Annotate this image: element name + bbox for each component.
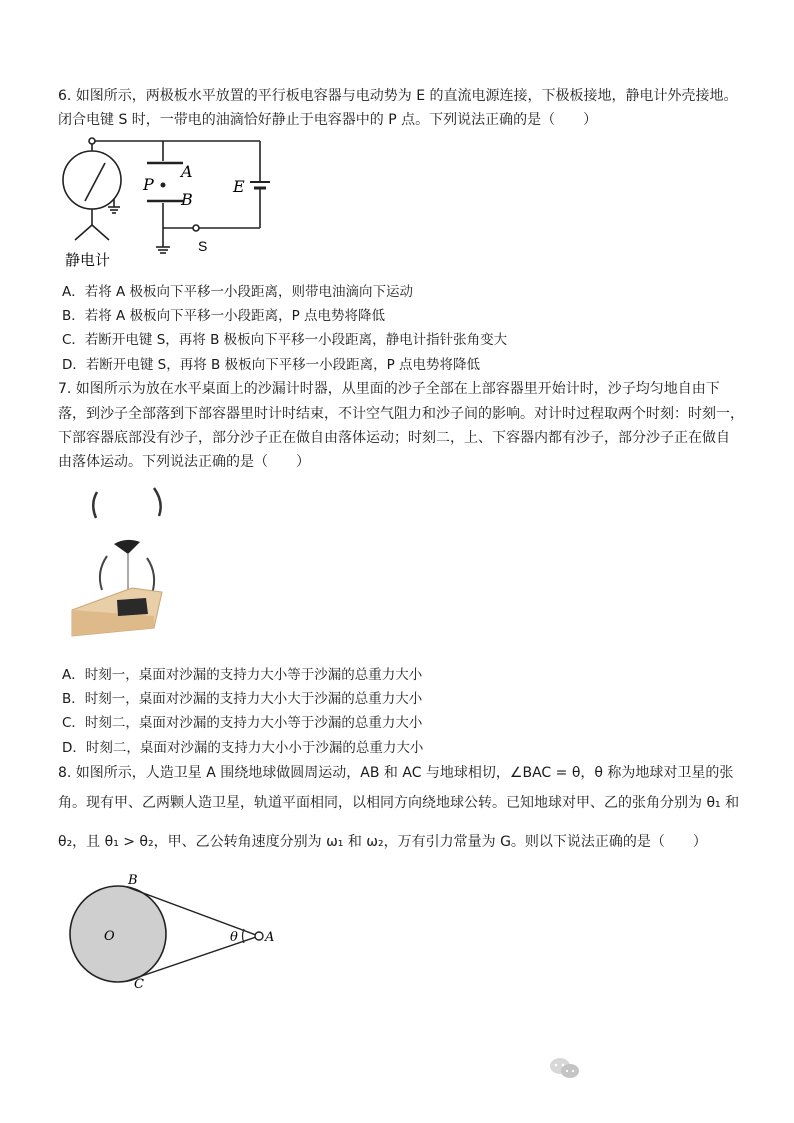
q7-stem-line-3: 下部容器底部没有沙子，部分沙子正在做自由落体运动；时刻二，上、下容器内都有沙子，部分沙子正在做自 xyxy=(58,430,730,446)
q6-option-c: C．若断开电键 S，再将 B 极板向下平移一小段距离，静电计指针张角变大 xyxy=(62,332,508,348)
earth-circle xyxy=(70,886,166,982)
q6-option-b: B．若将 A 极板向下平移一小段距离，P 点电势将降低 xyxy=(62,308,386,324)
electrometer-dial xyxy=(63,151,121,209)
chat-watermark-icon xyxy=(548,1056,584,1080)
label-b: B xyxy=(128,873,138,888)
q7-stem-line-2: 落，到沙子全部落到下部容器里时计时结束，不计空气阻力和沙子间的影响。对计时过程取两个时刻：时刻一， xyxy=(58,406,744,422)
label-b: B xyxy=(181,190,193,209)
label-e: E xyxy=(233,177,245,196)
q6-option-d: D．若断开电键 S，再将 B 极板向下平移一小段距离，P 点电势将降低 xyxy=(62,357,481,373)
q6-circuit-figure xyxy=(55,135,275,270)
label-s: S xyxy=(198,238,208,254)
label-o: O xyxy=(104,929,115,944)
electrometer-caption: 静电计 xyxy=(65,251,111,269)
label-a: A xyxy=(181,162,193,181)
q7-option-c: C．时刻二，桌面对沙漏的支持力大小等于沙漏的总重力大小 xyxy=(62,715,423,731)
q8-stem-line-2: 角。现有甲、乙两颗人造卫星，轨道平面相同，以相同方向绕地球公转。已知地球对甲、乙的张角分别为 θ₁ 和 xyxy=(58,795,740,811)
q7-option-b: B．时刻一，桌面对沙漏的支持力大小大于沙漏的总重力大小 xyxy=(62,691,423,707)
q8-stem-line-1: 8. 如图所示，人造卫星 A 围绕地球做圆周运动，AB 和 AC 与地球相切，∠BAC = θ，θ 称为地球对卫星的张 xyxy=(58,765,734,781)
electrometer-needle xyxy=(85,163,105,201)
q6-stem-line-1: 6. 如图所示，两极板水平放置的平行板电容器与电动势为 E 的直流电源连接，下极板接地，静电计外壳接地。 xyxy=(58,88,738,104)
label-c: C xyxy=(134,977,144,992)
q6-stem-line-2: 闭合电键 S 时，一带电的油滴恰好静止于电容器中的 P 点。下列说法正确的是（ ） xyxy=(58,112,598,128)
oil-drop-p xyxy=(161,183,166,188)
label-p: P xyxy=(143,175,154,194)
q7-stem-line-4: 由落体运动。下列说法正确的是（ ） xyxy=(58,454,310,470)
satellite-a xyxy=(255,932,263,940)
q7-option-d: D．时刻二，桌面对沙漏的支持力大小小于沙漏的总重力大小 xyxy=(62,740,424,756)
q8-earth-satellite-figure xyxy=(60,872,290,1002)
q7-stem-line-1: 7. 如图所示为放在水平桌面上的沙漏计时器，从里面的沙子全部在上部容器里开始计时，沙子均匀地自由下 xyxy=(58,381,720,397)
q6-option-a: A．若将 A 极板向下平移一小段距离，则带电油滴向下运动 xyxy=(62,284,414,300)
q7-hourglass-photo xyxy=(62,482,172,642)
label-a: A xyxy=(265,930,275,945)
label-theta: θ xyxy=(230,930,238,945)
q8-stem-line-3: θ₂，且 θ₁ > θ₂，甲、乙公转角速度分别为 ω₁ 和 ω₂，万有引力常量为 G。则以下说法正确的是（ ） xyxy=(58,834,707,850)
q7-option-a: A．时刻一，桌面对沙漏的支持力大小等于沙漏的总重力大小 xyxy=(62,667,423,683)
switch-s xyxy=(193,225,199,231)
